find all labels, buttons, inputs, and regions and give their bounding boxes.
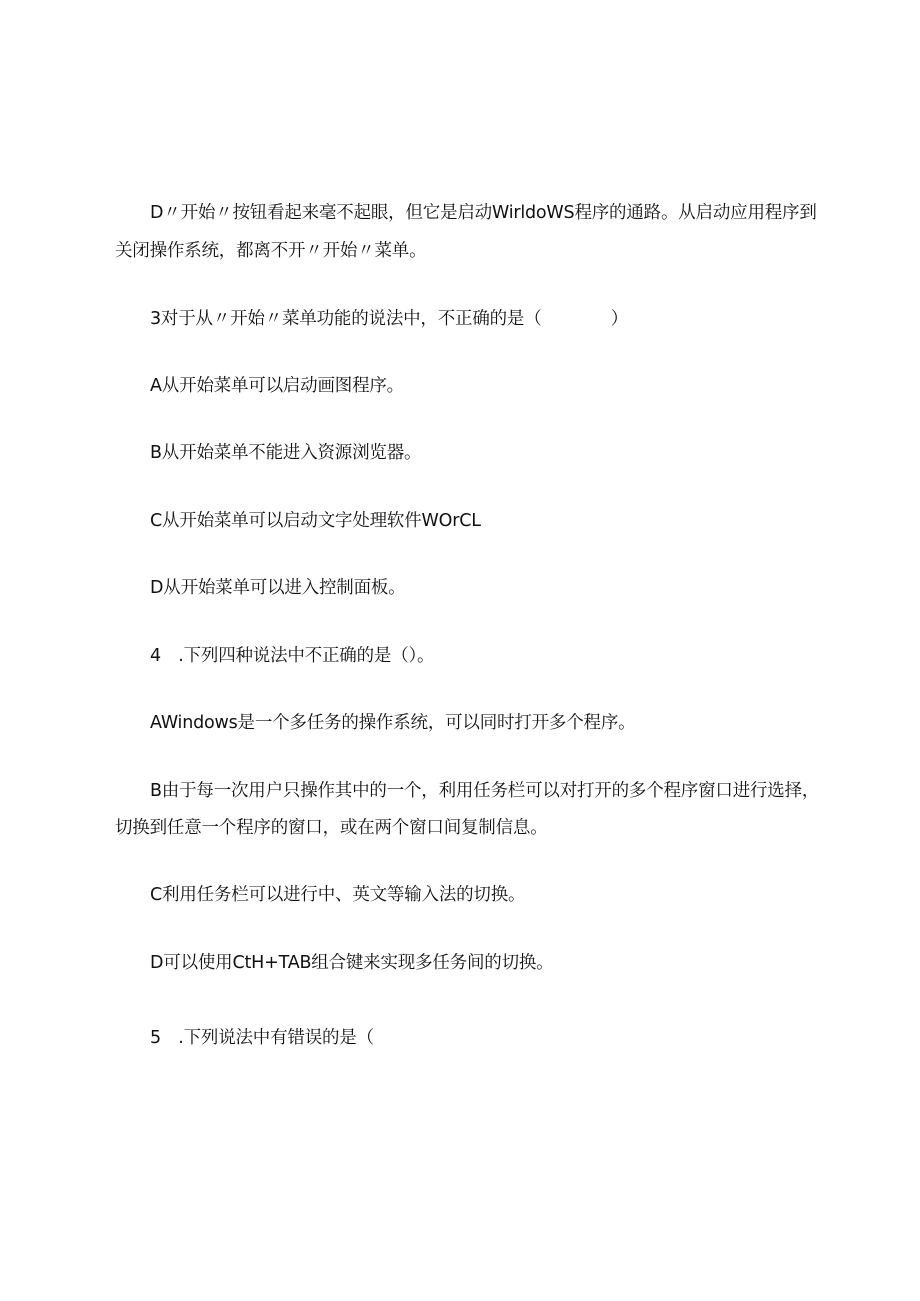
paragraph-d-start-button-line2: 关闭操作系统，都离不开〃开始〃菜单。 [115,241,427,261]
question-4: 4 .下列四种说法中不正确的是（）。 [150,646,435,666]
question-3: 3对于从〃开始〃菜单功能的说法中，不正确的是（ ） [150,309,629,329]
option-3d: D从开始菜单可以进入控制面板。 [150,578,406,598]
option-4b-line2: 切换到任意一个程序的窗口，或在两个窗口间复制信息。 [115,818,548,838]
option-3b: B从开始菜单不能进入资源浏览器。 [150,443,422,463]
option-3c: C从开始菜单可以启动文字处理软件WOrCL [150,511,481,531]
option-4c: C利用任务栏可以进行中、英文等输入法的切换。 [150,885,526,905]
option-4a: AWindows是一个多任务的操作系统，可以同时打开多个程序。 [150,713,636,733]
option-4b-line1: B由于每一次用户只操作其中的一个，利用任务栏可以对打开的多个程序窗口进行选择， [150,781,820,801]
paragraph-d-start-button-line1: D〃开始〃按钮看起来毫不起眼，但它是启动WirldoWS程序的通路。从启动应用程序到 [150,203,817,223]
option-3a: A从开始菜单可以启动画图程序。 [150,376,404,396]
question-5: 5 .下列说法中有错误的是（ [150,1028,374,1048]
option-4d: D可以使用CtH+TAB组合键来实现多任务间的切换。 [150,953,554,973]
